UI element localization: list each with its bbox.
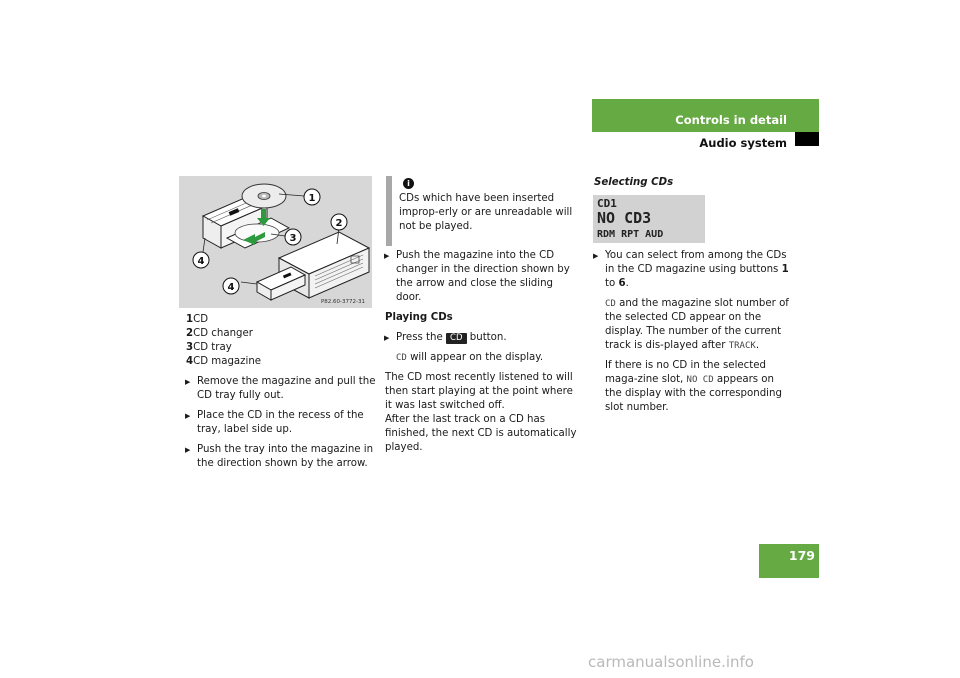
- callout-2: 2: [335, 218, 343, 229]
- legend-list: [186, 313, 376, 369]
- callout-4a: 4: [197, 256, 205, 267]
- column-left: [186, 313, 376, 477]
- display-line-2: NO CD3: [597, 209, 652, 227]
- step-push-magazine: ▶ Push the magazine into the CD changer in the direction shown by the arrow and close the sliding door.: [385, 249, 580, 305]
- page-number: 179: [788, 548, 815, 563]
- column-middle: [385, 249, 580, 461]
- info-text: CDs which have been inserted improp-erly or are unreadable will not be played.: [399, 193, 573, 232]
- callout-4b: 4: [227, 282, 235, 293]
- cd-appear-note: CD will appear on the display.: [396, 352, 544, 363]
- legend-item: 1CD: [186, 314, 209, 325]
- cd-changer-drawing: [179, 176, 372, 308]
- cd-disc-shape: [242, 184, 286, 208]
- callout-3: 3: [289, 233, 297, 244]
- legend-item: 2CD changer: [186, 328, 253, 339]
- info-icon: i: [403, 178, 414, 189]
- para-resume: The CD most recently listened to will then start playing at the point where it was last switched off.: [385, 372, 573, 411]
- column-right: [594, 249, 791, 421]
- figure-code: P82.60-3772-31: [320, 299, 365, 305]
- legend-item: 4CD magazine: [186, 356, 262, 367]
- header-subtitle: Audio system: [699, 136, 787, 150]
- para-no-cd: If there is no CD in the selected maga-zine slot, NO CD appears on the display with the corresponding slot number.: [605, 360, 782, 413]
- step-press-cd: ▶ Press the CD button.: [385, 331, 580, 345]
- radio-display: [593, 195, 705, 243]
- cd-changer-illustration: [179, 176, 372, 308]
- heading-selecting-cds: Selecting CDs: [594, 177, 674, 188]
- cd-button-key: CD: [446, 333, 466, 344]
- para-slot-number: CD and the magazine slot number of the selected CD appear on the display. The number of the current track is dis-played after TRACK.: [605, 298, 789, 351]
- info-box-bar: [386, 176, 392, 246]
- footer-watermark: carmanualsonline.info: [588, 653, 754, 671]
- step-push-tray: ▶ Push the tray into the magazine in the direction shown by the arrow.: [186, 443, 376, 471]
- para-next-cd: After the last track on a CD has finished, the next CD is automatically played.: [385, 414, 577, 453]
- page-number-badge: [759, 544, 819, 578]
- display-line-3: RDM RPT AUD: [597, 229, 664, 240]
- header-marker: [795, 132, 819, 146]
- step-place-cd: ▶ Place the CD in the recess of the tray, label side up.: [186, 409, 376, 437]
- heading-playing-cds: Playing CDs: [385, 312, 453, 323]
- callout-1: 1: [308, 193, 316, 204]
- step-remove-magazine: ▶ Remove the magazine and pull the CD tray fully out.: [186, 375, 376, 403]
- display-line-1: CD1: [597, 197, 617, 210]
- step-select-cd: ▶ You can select from among the CDs in the CD magazine using buttons 1 to 6.: [594, 249, 791, 291]
- header-title: Controls in detail: [675, 113, 787, 127]
- legend-item: 3CD tray: [186, 342, 232, 353]
- cd-changer-shape: [257, 232, 369, 300]
